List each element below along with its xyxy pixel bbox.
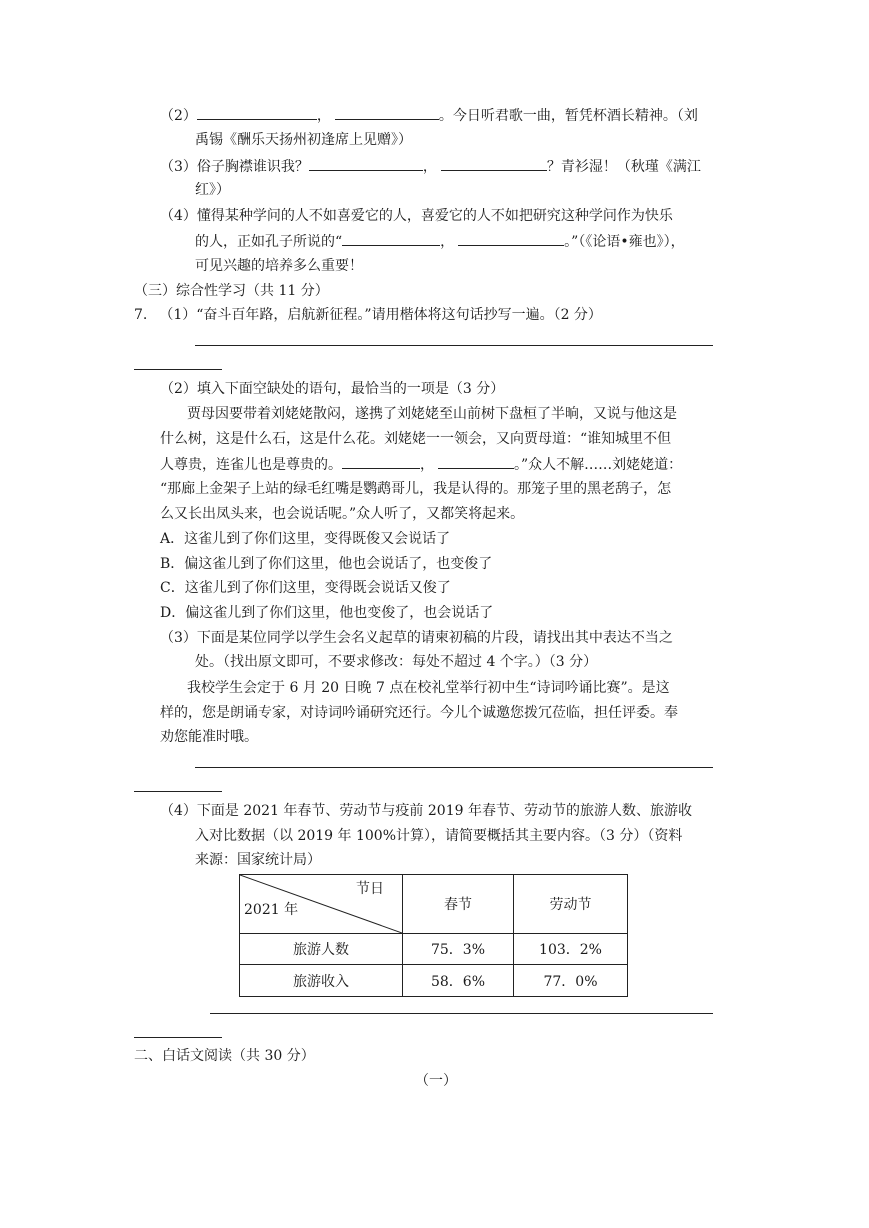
table-header-row xyxy=(240,875,628,934)
question-7-part-4-line-3: 来源：国家统计局） xyxy=(195,852,321,868)
tourism-data-table xyxy=(239,874,628,997)
divider xyxy=(134,369,222,370)
question-2-line-1: （2） ， 。今日听君歌一曲，暂凭杯酒长精神。（刘 xyxy=(160,105,698,126)
passage-line: 么又长出凤头来，也会说话呢。”众人听了，又都笑将起来。 xyxy=(160,506,525,522)
column-header: 劳动节 xyxy=(514,875,628,934)
question-3-line-1: （3）俗子胸襟谁识我？ ， ？青衫湿！（秋瑾《满江 xyxy=(160,156,701,177)
answer-blank[interactable] xyxy=(335,105,439,120)
option-a[interactable]: A．这雀儿到了你们这里，变得既俊又会说话了 xyxy=(160,531,451,547)
option-c[interactable]: C．这雀儿到了你们这里，变得既会说话又俊了 xyxy=(160,580,451,596)
question-7-part-4-line-1: （4）下面是 2021 年春节、劳动节与疫前 2019 年春节、劳动节的旅游人数、旅游收 xyxy=(160,803,692,819)
row-label: 旅游收入 xyxy=(240,965,403,997)
passage-line: 什么树，这是什么石，这是什么花。刘姥姥一一领会，又向贾母道：“谁知城里不但 xyxy=(160,431,672,447)
answer-blank[interactable] xyxy=(309,156,423,171)
question-7-part-1: 7. （1）“奋斗百年路，启航新征程。”请用楷体将这句话抄写一遍。（2 分） xyxy=(134,307,602,323)
divider xyxy=(134,1037,222,1038)
table-row xyxy=(240,934,628,965)
passage-line: 贾母因要带着刘姥姥散闷，遂携了刘姥姥至山前树下盘桓了半晌，又说与他这是 xyxy=(187,406,677,422)
table-cell: 58．6% xyxy=(403,965,514,997)
divider xyxy=(134,791,222,792)
table-cell: 103．2% xyxy=(514,934,628,965)
row-label: 旅游人数 xyxy=(240,934,403,965)
table-row xyxy=(240,965,628,997)
invitation-line: 劝您能准时哦。 xyxy=(160,729,258,745)
option-d[interactable]: D．偏这雀儿到了你们这里，他也变俊了，也会说话了 xyxy=(160,605,494,621)
subsection-heading: （一） xyxy=(415,1073,457,1089)
answer-blank[interactable] xyxy=(441,156,547,171)
question-7-part-3-heading-cont: 处。（找出原文即可，不要求修改：每处不超过 4 个字。）（3 分） xyxy=(195,654,598,670)
table-corner-cell xyxy=(240,875,403,934)
answer-blank[interactable] xyxy=(342,454,420,469)
part-heading: 二、白话文阅读（共 30 分） xyxy=(134,1048,315,1064)
question-7-part-3-heading: （3）下面是某位同学以学生会名义起草的请柬初稿的片段，请找出其中表达不当之 xyxy=(160,630,673,646)
table-cell: 77．0% xyxy=(514,965,628,997)
question-2-source: 禹锡《酬乐天扬州初逢席上见赠》） xyxy=(195,132,412,148)
answer-line[interactable] xyxy=(210,1013,713,1014)
answer-blank[interactable] xyxy=(458,231,564,246)
corner-label-bottom: 2021 年 xyxy=(244,902,299,918)
answer-blank[interactable] xyxy=(438,454,514,469)
question-4-line-3: 可见兴趣的培养多么重要！ xyxy=(195,258,363,274)
question-7-part-2-heading: （2）填入下面空缺处的语句，最恰当的一项是（3 分） xyxy=(160,381,505,397)
section-heading: （三）综合性学习（共 11 分） xyxy=(134,283,329,299)
passage-line: “那廊上金架子上站的绿毛红嘴是鹦鹉哥儿，我是认得的。那笼子里的黑老鸹子，怎 xyxy=(160,481,672,497)
question-7-part-4-line-2: 入对比数据（以 2019 年 100%计算），请简要概括其主要内容。（3 分）（资料 xyxy=(195,828,683,844)
invitation-line: 我校学生会定于 6 月 20 日晚 7 点在校礼堂举行初中生“诗词吟诵比赛”。是这 xyxy=(187,680,670,696)
passage-line: 人尊贵，连雀儿也是尊贵的。 ， 。”众人不解……刘姥姥道： xyxy=(160,454,682,475)
answer-blank[interactable] xyxy=(197,105,317,120)
answer-line[interactable] xyxy=(195,345,713,346)
answer-blank[interactable] xyxy=(342,231,440,246)
question-4-line-1: （4）懂得某种学问的人不如喜爱它的人，喜爱它的人不如把研究这种学问作为快乐 xyxy=(160,208,673,224)
question-4-line-2: 的人，正如孔子所说的“ ， 。”（《论语•雍也》）， xyxy=(195,231,685,252)
invitation-line: 样的，您是朗诵专家，对诗词吟诵研究还行。今儿个诚邀您拨冗莅临，担任评委。奉 xyxy=(160,705,678,721)
column-header: 春节 xyxy=(403,875,514,934)
question-3-source: 红》） xyxy=(195,182,230,198)
option-b[interactable]: B．偏这雀儿到了你们这里，他也会说话了，也变俊了 xyxy=(160,556,493,572)
table-cell: 75．3% xyxy=(403,934,514,965)
answer-line[interactable] xyxy=(195,767,713,768)
corner-label-top: 节日 xyxy=(356,881,384,897)
